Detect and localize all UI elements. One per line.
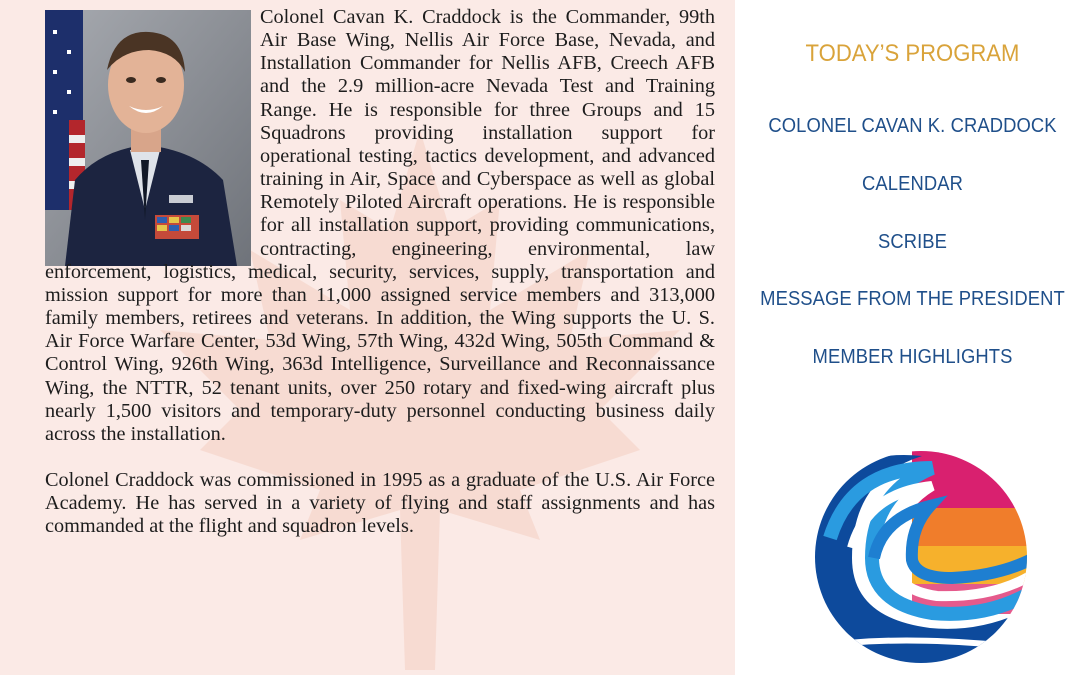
menu-item-scribe[interactable]: SCRIBE	[877, 231, 948, 253]
menu-item-craddock[interactable]: COLONEL CAVAN K. CRADDOCK	[768, 115, 1057, 137]
bio-paragraph-2: Colonel Craddock was commissioned in 1995 as a graduate of the U.S. Air Force Academy. He has served in a variety of flying and staff assignments and has commanded at the flight and squadron levels.	[45, 468, 715, 538]
rotary-wave-logo-icon	[812, 448, 1030, 666]
menu-item-member-highlights[interactable]: MEMBER HIGHLIGHTS	[812, 346, 1013, 368]
menu-item-president-message[interactable]: MESSAGE FROM THE PRESIDENT	[760, 288, 1065, 310]
biography-text	[45, 6, 715, 538]
menu-item-calendar[interactable]: CALENDAR	[862, 173, 963, 195]
program-heading: TODAY’S PROGRAM	[805, 40, 1020, 67]
bio-paragraph-1: Colonel Cavan K. Craddock is the Commander, 99th Air Base Wing, Nellis Air Force Base, Nevada, and Installation Commander for Nellis AFB, Creech AFB and the 2.9 million-acre Nevada Test and Training Range. He is responsible for three Groups and 15 Squadrons providing installation support for operational testing, tactics development, and advanced training in Air, Space and Cyberspace as well as global Remotely Piloted Aircraft operations. He is responsible for all installation support, providing communications, contracting, engineering, environmental, law enforcement, logistics, medical, security, services, supply, transportation and mission support for more than 11,000 assigned service members and 313,000 family members, retirees and veterans. In addition, the Wing supports the U. S. Air Force Warfare Center, 53d Wing, 57th Wing, 432d Wing, 505th Command & Control Wing, 926th Wing, 363d Intelligence, Surveillance and Reconnaissance Wing, the NTTR, 52 tenant units, over 250 rotary and fixed-wing aircraft plus nearly 1,500 visitors and temporary-duty personnel conducting business daily across the installation.	[45, 6, 715, 445]
